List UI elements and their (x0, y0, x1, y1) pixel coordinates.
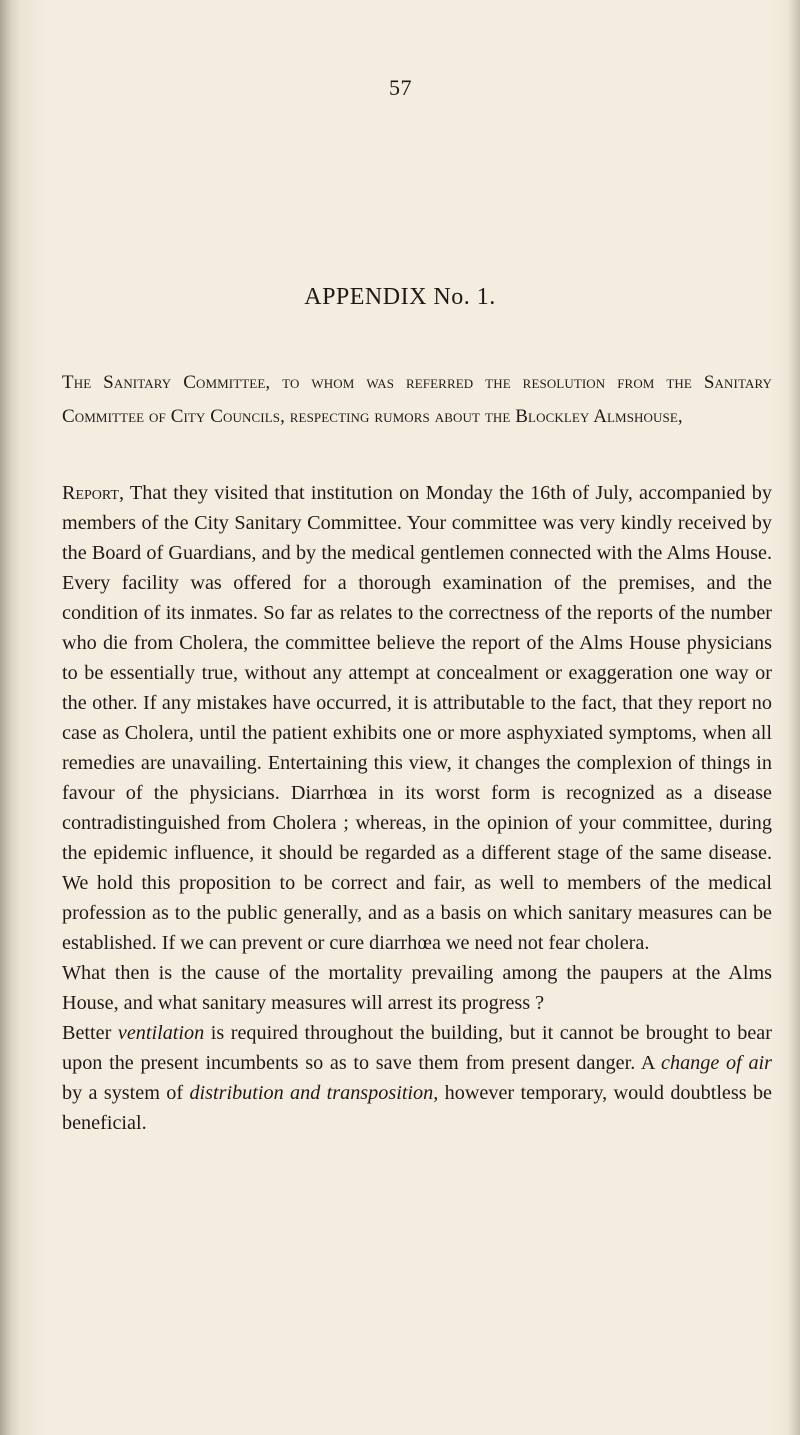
page-shadow-left (0, 0, 22, 1435)
change-of-air-emphasis: change of air (661, 1052, 772, 1074)
paragraph-segment: is required throughout the building, but it cannot be brought to bear upon the present incumbents so as to save them from present danger. A (62, 1022, 772, 1074)
page-number: 57 (389, 75, 412, 100)
committee-heading: The Sanitary Committee, to whom was referred the resolution from the Sanitary Committee of City Councils, respecting rumors about the Blockley Almshouse, (62, 372, 772, 427)
paragraph-segment: Better (62, 1022, 118, 1044)
paragraph-segment: however temporary, would doubtless be beneficial. (62, 1082, 773, 1134)
paragraph-text: What then is the cause of the mortality prevailing among the paupers at the Alms House, and what sanitary measures will arrest its progress ? (62, 962, 772, 1014)
paragraph-text: That they visited that institution on Monday the 16th of July, accompanied by members of the City Sanitary Committee. Your committee was very kindly received by the Board of Guardians, and by the medical gentlemen connected with the Alms House. Every facility was offered for a thorough examination of the premises, and the condition of its inmates. So far as relates to the correctness of the reports of the number who die from Cholera, the committee believe the report of the Alms House physicians to be essentially true, without any attempt at concealment or exaggeration one way or the other. If any mistakes have occurred, it is attributable to the fact, that they report no case as Cholera, until the patient exhibits one or more asphyxiated symptoms, when all remedies are unavailing. Entertaining this view, it changes the complexion of things in favour of the physicians. Diarrhœa in its worst form is recognized as a disease contradistinguished from Cholera ; whereas, in the opinion of your committee, during the epidemic influence, it should be regarded as a different stage of the same disease. We hold this proposition to be correct and fair, as well to members of the medical profession as to the public generally, and as a basis on which sanitary measures can be established. If we can prevent or cure diarrhœa we need not fear cholera. (62, 482, 772, 954)
ventilation-emphasis: ventilation (117, 1022, 205, 1044)
appendix-title: APPENDIX No. 1. (304, 284, 496, 310)
paragraph-question (62, 958, 772, 1018)
paragraph-report (62, 478, 772, 958)
distribution-emphasis: distribution and transposition, (189, 1082, 439, 1104)
report-label: Report, (62, 482, 125, 504)
paragraph-segment: by a system of (62, 1082, 190, 1104)
paragraph-ventilation (62, 1018, 772, 1138)
page-shadow-right (788, 0, 800, 1435)
report-body (62, 478, 772, 1138)
